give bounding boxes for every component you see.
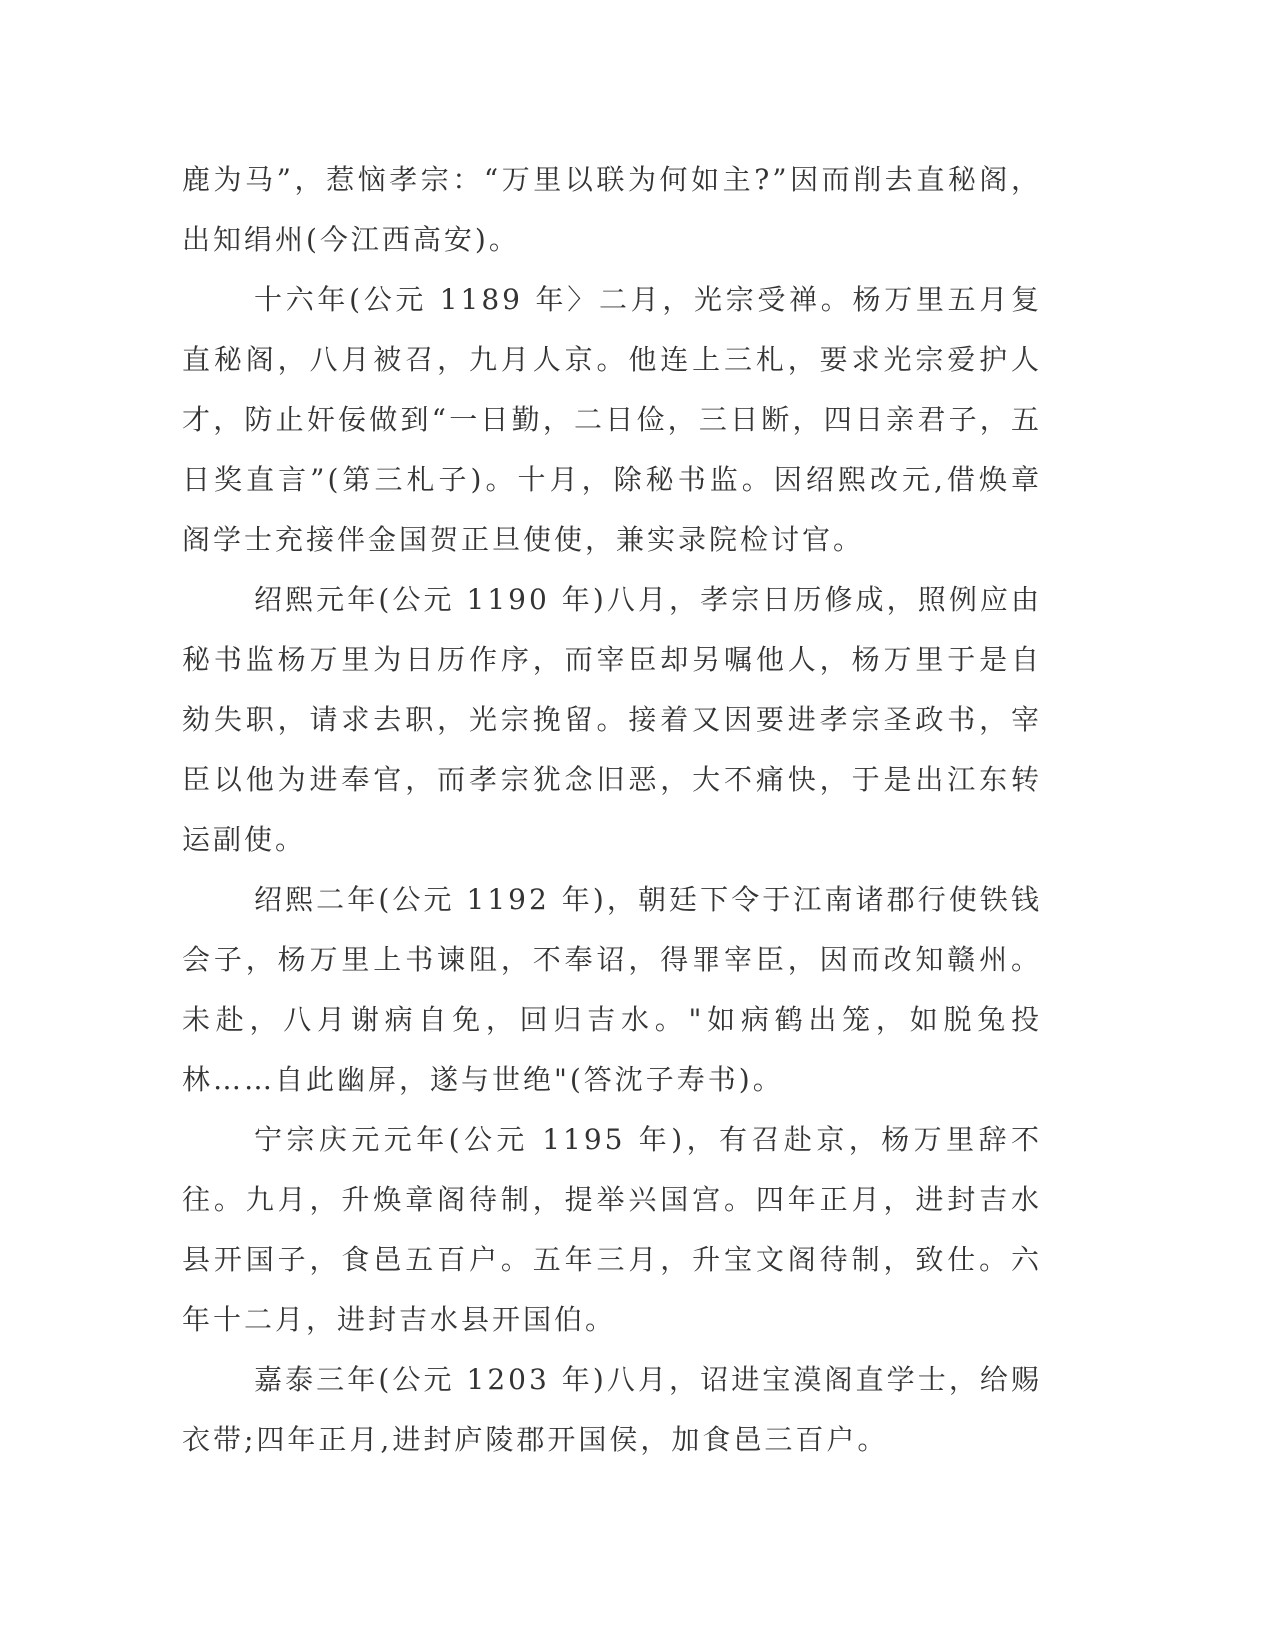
paragraph-1190: 绍熙元年(公元 1190 年)八月，孝宗日历修成，照例应由秘书监杨万里为日历作序，而宰臣却另嘱他人，杨万里于是自劾失职，请求去职，光宗挽留。接着又因要进孝宗圣政书，宰臣以他为进奉官，而孝宗犹念旧恶，大不痛快，于是出江东转运副使。 [182, 583, 1042, 856]
paragraph-1203: 嘉泰三年(公元 1203 年)八月，诏进宝漠阁直学士，给赐衣带;四年正月,进封庐陵郡开国侯，加食邑三百户。 [182, 1363, 1042, 1456]
document-body [182, 150, 1042, 1470]
paragraph-1189: 十六年(公元 1189 年〉二月，光宗受禅。杨万里五月复直秘阁，八月被召，九月人京。他连上三札，要求光宗爱护人才，防止奸佞做到“一日勤，二日俭，三日断，四日亲君子，五日奖直言”(第三札子)。十月，除秘书监。因绍熙改元,借焕章阁学士充接伴金国贺正旦使使，兼实录院检讨官。 [182, 283, 1042, 556]
paragraph-1192: 绍熙二年(公元 1192 年)，朝廷下令于江南诸郡行使铁钱会子，杨万里上书谏阻，不奉诏，得罪宰臣，因而改知赣州。未赴，八月谢病自免，回归吉水。"如病鹤出笼，如脱兔投林……自此幽屏，遂与世绝"(答沈子寿书)。 [182, 883, 1042, 1096]
paragraph-continuation: 鹿为马”，惹恼孝宗：“万里以联为何如主?”因而削去直秘阁，出知绢州(今江西高安)。 [182, 163, 1042, 256]
paragraph-1195: 宁宗庆元元年(公元 1195 年)，有召赴京，杨万里辞不往。九月，升焕章阁待制，提举兴国宫。四年正月，进封吉水县开国子，食邑五百户。五年三月，升宝文阁待制，致仕。六年十二月，进封吉水县开国伯。 [182, 1123, 1042, 1336]
